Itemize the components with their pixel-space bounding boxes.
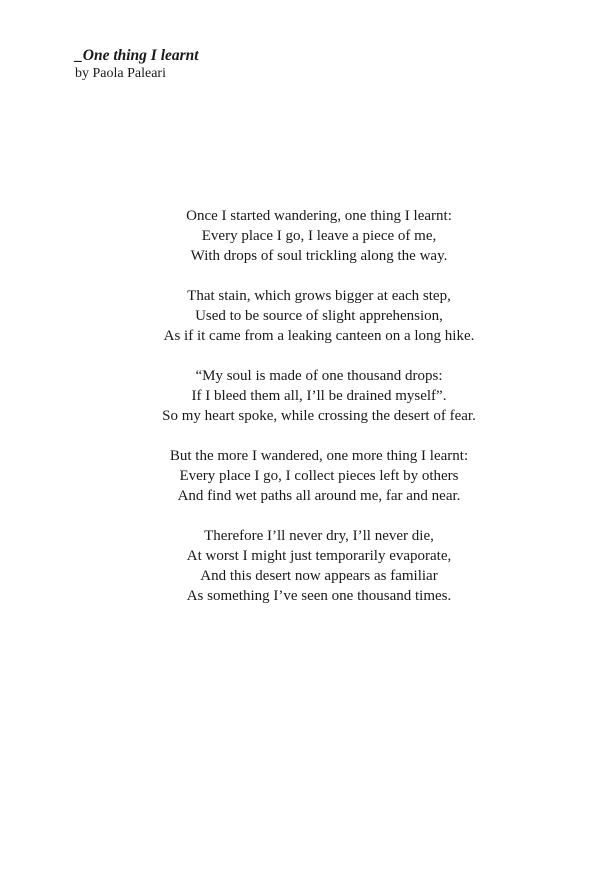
poem-line: “My soul is made of one thousand drops: xyxy=(195,368,443,384)
poem-line: Every place I go, I leave a piece of me, xyxy=(201,228,437,244)
stanza-3 xyxy=(0,366,598,426)
poem-author: by Paola Paleari xyxy=(75,66,166,81)
poem-header xyxy=(75,46,199,83)
poem-body xyxy=(0,206,598,626)
stanza-4 xyxy=(0,446,598,506)
poem-line: And this desert now appears as familiar xyxy=(200,568,438,584)
poem-line: And find wet paths all around me, far and near. xyxy=(177,488,461,504)
poem-title: _One thing I learnt xyxy=(75,47,199,64)
stanza-1 xyxy=(0,206,598,266)
poem-line: At worst I might just temporarily evaporate, xyxy=(186,548,452,564)
poem-line: As if it came from a leaking canteen on a long hike. xyxy=(163,328,475,344)
poem-line: Every place I go, I collect pieces left by others xyxy=(179,468,459,484)
poem-line: Once I started wandering, one thing I learnt: xyxy=(186,208,452,224)
stanza-2 xyxy=(0,286,598,346)
stanza-5 xyxy=(0,526,598,606)
poem-line: That stain, which grows bigger at each step, xyxy=(187,288,451,304)
poem-line: If I bleed them all, I’ll be drained myself”. xyxy=(191,388,447,404)
poem-line: As something I’ve seen one thousand times. xyxy=(186,588,452,604)
poem-line: With drops of soul trickling along the way. xyxy=(190,248,448,264)
poem-line: But the more I wandered, one more thing I learnt: xyxy=(169,448,469,464)
poem-line: Used to be source of slight apprehension, xyxy=(195,308,443,324)
poem-line: Therefore I’ll never dry, I’ll never die, xyxy=(204,528,434,544)
poem-line: So my heart spoke, while crossing the desert of fear. xyxy=(162,408,476,424)
